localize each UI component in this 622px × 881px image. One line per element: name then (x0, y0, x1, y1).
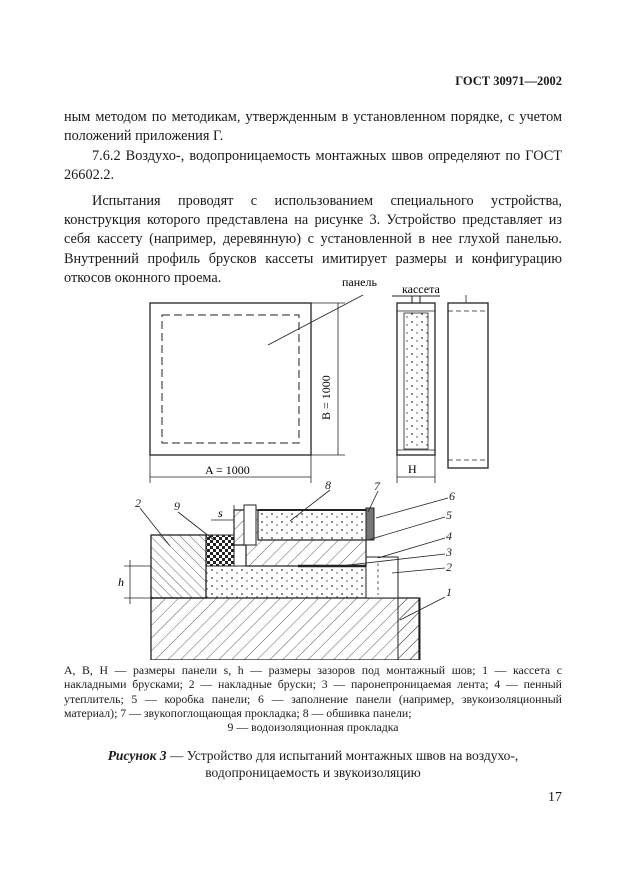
page-number: 17 (548, 790, 562, 805)
cassette-view (448, 295, 488, 468)
callout-1: 1 (446, 585, 452, 599)
figure-title: — Устройство для испытаний монтажных швов на воздухо-, водопроницаемость и звукоизоляцию (166, 748, 519, 780)
panel-label: панель (342, 275, 377, 289)
test-device-section (151, 505, 420, 660)
dim-h-label: H (408, 462, 417, 476)
figure-label: Рисунок 3 (107, 748, 167, 763)
callout-7: 7 (374, 479, 380, 493)
callout-3: 3 (446, 545, 452, 559)
callout-8: 8 (325, 478, 331, 492)
dim-b-label: B = 1000 (319, 375, 333, 420)
dim-h-gap (124, 560, 151, 604)
paragraph-3: Испытания проводят с использованием специального устройства, конструкция которого представлена на рисунке 3. Устройство представляет из себя кассету (например, деревянную) с установленной в нее глухой панелью. Внутренний профиль брусков кассеты имитирует размеры и конфигурацию откосов оконного проема. (64, 192, 562, 287)
legend-text: A, B, H — размеры панели s, h — размеры зазоров под монтажный шов; 1 — кассета с накладными брусками; 2 — накладные бруски; 3 — паронепроницаемая лента; 4 — пенный утеплитель; 5 — коробка панели; 6 — заполнение панели (например, звукоизоляционный материал); 7 — звукопоглощающая прокладка; 8 — обшивка панели; (64, 663, 562, 720)
callout-2-left: 2 (135, 496, 141, 510)
callout-5: 5 (446, 508, 452, 522)
cassette-label: кассета (402, 282, 440, 296)
callout-9: 9 (174, 499, 180, 513)
panel-section-view (392, 296, 440, 483)
label-h: h (118, 575, 124, 589)
legend-last-line: 9 — водоизоляционная прокладка (227, 720, 399, 735)
standard-header: ГОСТ 30971—2002 (455, 74, 562, 88)
paragraph-2: 7.6.2 Воздухо-, водопроницаемость монтажных швов определяют по ГОСТ 26602.2. (64, 147, 562, 184)
dim-a-label: A = 1000 (205, 463, 250, 477)
callout-4: 4 (446, 529, 452, 543)
figure-caption (64, 748, 562, 781)
figure-legend (64, 663, 562, 734)
label-s: s (218, 506, 223, 520)
callout-2-right: 2 (446, 560, 452, 574)
paragraph-1: ным методом по методикам, утвержденным в установленном порядке, с учетом положений приложения Г. (64, 109, 562, 145)
callout-6: 6 (449, 489, 455, 503)
